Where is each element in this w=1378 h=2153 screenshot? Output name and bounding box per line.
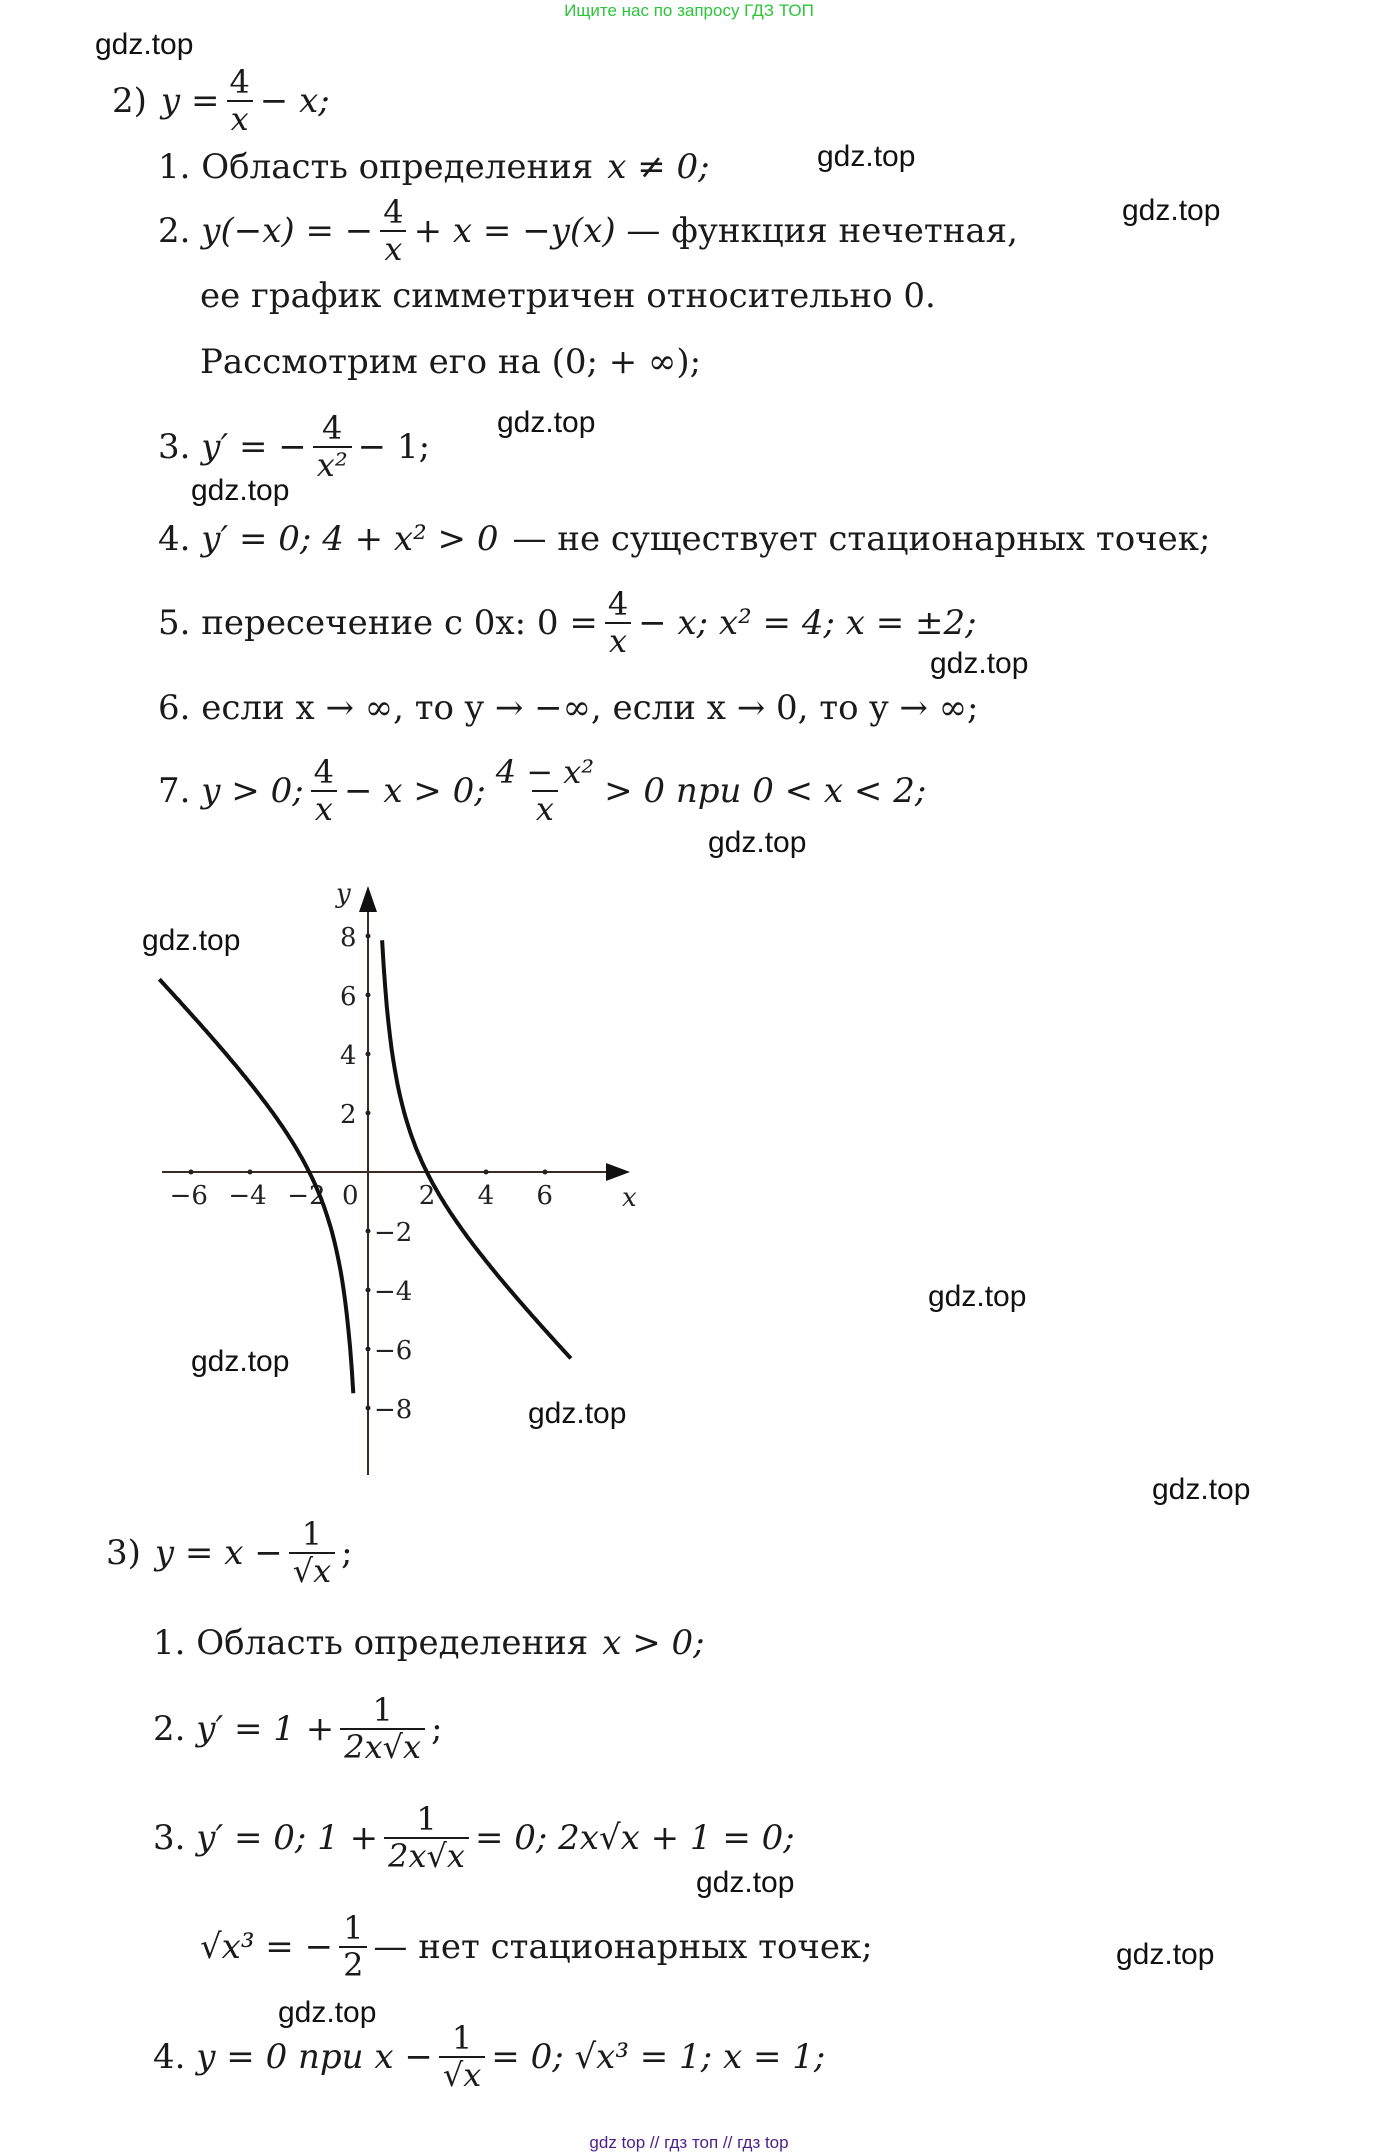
- x-axis-arrow-icon: [606, 1163, 630, 1181]
- step-3: 3. y′ = − $\frac{4}{\text{x²}}$ − 1;: [158, 409, 431, 484]
- step-7: 7. y > 0; $\frac{4}{x}$ − x > 0; $\frac{\text{4 − x²}}{x}$ > 0 при 0 < x < 2;: [158, 753, 927, 828]
- step-2: 2. y(−x) = − $\frac{4}{x}$ + x = −y(x) — функция нечетная,: [158, 193, 1018, 268]
- y-tick-label: 4: [340, 1041, 357, 1071]
- step-2-cont: ее график симметричен относительно 0.: [200, 276, 936, 316]
- watermark: gdz.top: [817, 140, 916, 173]
- watermark: gdz.top: [708, 826, 807, 859]
- step-2-domain: Рассмотрим его на (0; + ∞);: [200, 342, 702, 382]
- x-tick-label: −4: [228, 1181, 267, 1211]
- watermark: gdz.top: [930, 647, 1029, 680]
- y-tick-label: −2: [374, 1218, 413, 1248]
- part-label: 2): [112, 81, 147, 122]
- step-5: 5. пересечение с 0x: 0 = $\frac{4}{x}$ − x; x² = 4; x = ±2;: [158, 585, 977, 660]
- step-1: 1. Область определения x ≠ 0;: [158, 147, 710, 187]
- watermark: gdz.top: [497, 406, 596, 439]
- footer-links[interactable]: gdz top // гдз топ // гдз top: [589, 2133, 789, 2152]
- y-tick-label: −6: [374, 1336, 413, 1366]
- y-tick-label: −8: [374, 1395, 413, 1425]
- fraction: $\frac{4}{x}$: [225, 66, 253, 137]
- watermark: gdz.top: [142, 924, 241, 957]
- watermark: gdz.top: [278, 1996, 377, 2029]
- x-tick-label: 2: [418, 1181, 436, 1211]
- watermark: gdz.top: [696, 1866, 795, 1899]
- y-axis-arrow-icon: [359, 886, 377, 912]
- x-axis-label: x: [622, 1183, 637, 1213]
- x-tick-label: −2: [287, 1181, 326, 1211]
- p3-step-3: 3. y′ = 0; 1 + $\frac{1}{2x√x}$ = 0; 2x√x + 1 = 0;: [153, 1800, 795, 1875]
- part2-function: 2) y = $\frac{4}{x}$ − x;: [112, 63, 330, 138]
- watermark: gdz.top: [1122, 194, 1221, 227]
- watermark: gdz.top: [95, 28, 194, 61]
- watermark: gdz.top: [191, 1345, 290, 1378]
- y-tick-label: 6: [340, 982, 357, 1012]
- p3-step-2: 2. y′ = 1 + $\frac{1}{2x√x}$ ;: [153, 1691, 443, 1766]
- y-axis-label: y: [336, 879, 351, 909]
- step-6: 6. если x → ∞, то y → −∞, если x → 0, то y → ∞;: [158, 688, 979, 728]
- p3-step-4: 4. y = 0 при x − $\frac{1}{√x}$ = 0; √x³ = 1; x = 1;: [153, 2019, 826, 2094]
- x-tick-label: 6: [536, 1181, 553, 1211]
- watermark: gdz.top: [1116, 1938, 1215, 1971]
- x-tick-label: 0: [342, 1181, 359, 1211]
- watermark: gdz.top: [1152, 1473, 1251, 1506]
- p3-step-1: 1. Область определения x > 0;: [153, 1623, 705, 1663]
- y-tick-label: 8: [340, 923, 357, 953]
- y-tick-label: 2: [340, 1100, 357, 1130]
- promo-header[interactable]: Ищите нас по запросу ГДЗ ТОП: [564, 1, 814, 20]
- watermark: gdz.top: [191, 474, 290, 507]
- x-tick-label: 4: [477, 1181, 495, 1211]
- part3-function: 3) y = x − $\frac{1}{√x}$ ;: [106, 1515, 353, 1590]
- watermark: gdz.top: [528, 1397, 627, 1430]
- watermark: gdz.top: [928, 1280, 1027, 1313]
- y-tick-label: −4: [374, 1277, 413, 1307]
- p3-step-3-cont: √x³ = − $\frac{1}{2}$ — нет стационарных точек;: [200, 1909, 873, 1984]
- x-tick-label: −6: [169, 1181, 208, 1211]
- step-4: 4. y′ = 0; 4 + x² > 0 — не существует стационарных точек;: [158, 519, 1211, 559]
